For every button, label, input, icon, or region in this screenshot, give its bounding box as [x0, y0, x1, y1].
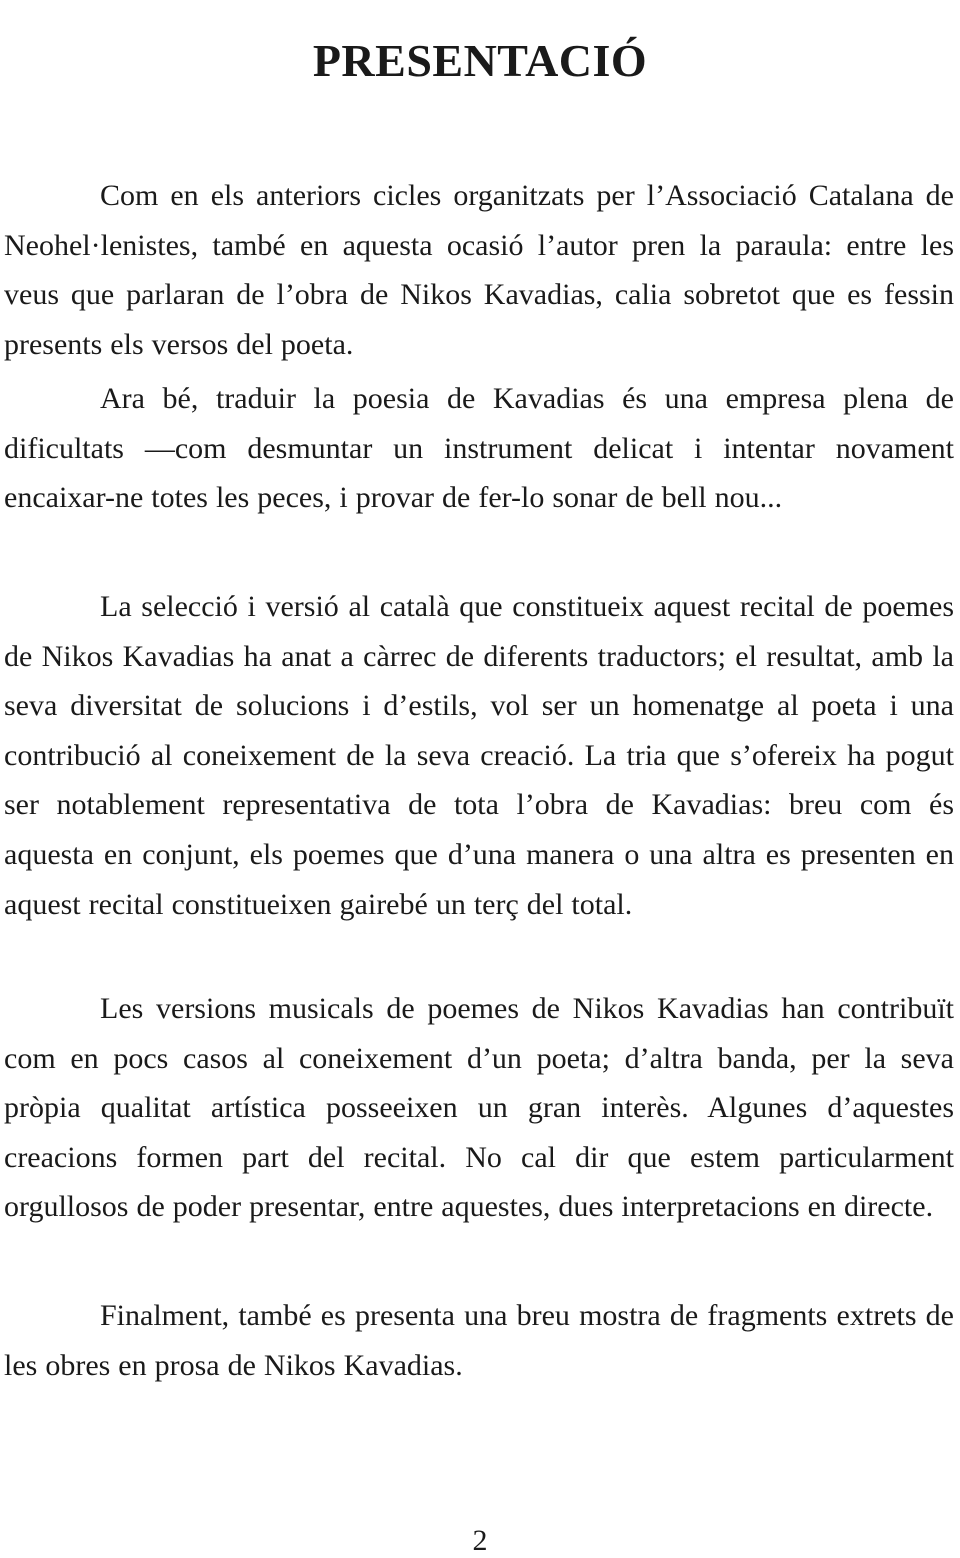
page-title: PRESENTACIÓ	[312, 34, 648, 86]
page-number: 2	[472, 1524, 488, 1557]
paragraph-intro: Com en els anteriors cicles organitzats per l’Associació Catalana de Neohel·lenistes, també en aquesta ocasió l’autor pren la paraula: entre les veus que parlaran de l’obra de Nikos Kavadias, calia sobretot que es fessin presents els versos del poeta.	[4, 179, 954, 361]
paragraph-musical-versions: Les versions musicals de poemes de Nikos Kavadias han contribuït com en pocs casos al coneixement d’un poeta; d’altra banda, per la seva pròpia qualitat artística posseeixen un gran interès. Algunes d’aquestes creacions formen part del recital. No cal dir que estem particularment orgullosos de poder presentar, entre aquestes, dues interpretacions en directe.	[4, 992, 954, 1224]
paragraph-selection: La selecció i versió al català que constitueix aquest recital de poemes de Nikos Kavadias ha anat a càrrec de diferents traductors; el resultat, amb la seva diversitat de solucions i d’estils, vol ser un homenatge al poeta i una contribució al coneixement de la seva creació. La tria que s’ofereix ha pogut ser notablement representativa de tota l’obra de Kavadias: breu com és aquesta en conjunt, els poemes que d’una manera o una altra es presenten en aquest recital constitueixen gairebé un terç del total.	[4, 590, 954, 921]
paragraph-prose-fragments: Finalment, també es presenta una breu mostra de fragments extrets de les obres en prosa de Nikos Kavadias.	[4, 1299, 954, 1382]
paragraph-translation-difficulty: Ara bé, traduir la poesia de Kavadias és una empresa plena de dificultats —com desmuntar un instrument delicat i intentar novament encaixar-ne totes les peces, i provar de fer-lo sonar de bell nou...	[4, 382, 954, 515]
